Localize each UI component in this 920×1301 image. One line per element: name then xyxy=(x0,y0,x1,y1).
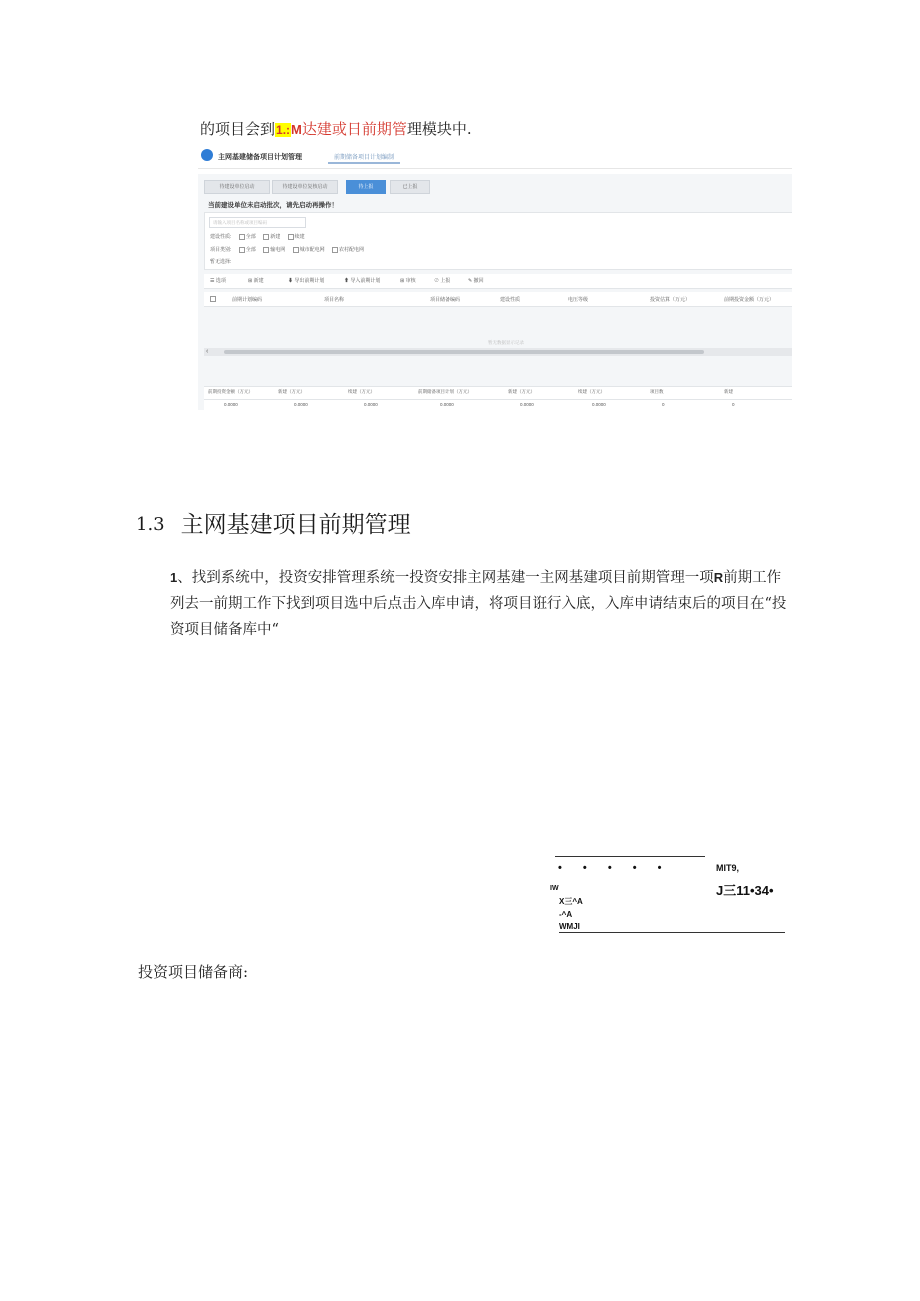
table-header-cell: 项目储备编码 xyxy=(430,297,461,303)
warning-text: 当前建设单位未启动批次，请先启动再操作！ xyxy=(208,202,338,209)
tab-pending-start[interactable]: 待建设单位启动 xyxy=(204,180,270,194)
figure-mit: MIT9, xyxy=(716,863,740,873)
checkbox[interactable] xyxy=(263,234,269,240)
filter-panel xyxy=(204,212,792,270)
paragraph-lead-number: 1 xyxy=(170,570,178,585)
horizontal-scrollbar[interactable] xyxy=(204,348,792,356)
summary-header xyxy=(204,386,792,400)
figure-line-1: X三^A xyxy=(559,897,583,906)
toolbar-import-button[interactable]: ⬆ 导入前期计划 xyxy=(344,278,381,284)
option-label: 输电网 xyxy=(270,247,286,253)
intro-text-after: 理模块中. xyxy=(406,120,472,138)
summary-cell: 0.0000 xyxy=(440,402,454,407)
table-header-cell: 前期投资金额（万元） xyxy=(724,297,775,303)
checkbox[interactable] xyxy=(332,247,338,253)
summary-header-cell: 项目数 xyxy=(650,389,664,394)
toolbar xyxy=(204,274,792,289)
filter-label: 暂无选择: xyxy=(210,259,232,265)
tab-pending-report[interactable]: 待上报 xyxy=(346,180,386,194)
option-label: 农村配电网 xyxy=(339,247,365,253)
figure-line-3: WMJI xyxy=(559,922,580,931)
toolbar-options-button[interactable]: ☰ 选项 xyxy=(210,278,226,284)
checkbox[interactable] xyxy=(239,247,245,253)
app-title: 主网基建储备项目计划管理 xyxy=(218,154,302,161)
summary-header-cell: 前期投资金额（万元） xyxy=(208,389,253,394)
toolbar-export-button[interactable]: ⬇ 导出前期计划 xyxy=(288,278,325,284)
summary-cell: 0 xyxy=(732,402,735,407)
scroll-left-icon[interactable]: ‹ xyxy=(206,348,209,355)
figure-dots: • • • • • xyxy=(558,862,671,874)
option-label: 城市配电网 xyxy=(299,247,325,253)
app-tab[interactable]: 前期储备项目计划编制 xyxy=(328,151,400,164)
app-body xyxy=(198,174,792,410)
toolbar-withdraw-button[interactable]: ✎ 撤回 xyxy=(468,278,484,284)
figure-iw: IW xyxy=(550,885,559,892)
table-header-cell: 前期计划编码 xyxy=(232,297,263,303)
app-logo-icon xyxy=(201,149,213,161)
table-header-cell: 建设性质 xyxy=(500,297,521,303)
summary-cell: 0 xyxy=(662,402,665,407)
summary-header-cell: 新建（万元） xyxy=(278,389,305,394)
scrollbar-thumb[interactable] xyxy=(224,350,704,354)
checkbox[interactable] xyxy=(293,247,299,253)
figure-top-line xyxy=(555,856,705,857)
figure-bottom-line xyxy=(559,932,785,933)
summary-header-cell: 续建（万元） xyxy=(578,389,605,394)
option-label: 全部 xyxy=(245,234,256,240)
select-all-checkbox[interactable] xyxy=(210,296,216,302)
embedded-screenshot xyxy=(198,146,792,410)
summary-header-cell: 前期储备项目计划（万元） xyxy=(418,389,472,394)
section-heading xyxy=(136,506,411,539)
paragraph-text: 、找到系统中，投资安排管理系统一投资安排主网基建一主网基建项目前期管理一项 xyxy=(177,570,714,586)
summary-header-cell: 续建（万元） xyxy=(348,389,375,394)
toolbar-new-button[interactable]: ⊞ 新建 xyxy=(248,278,264,284)
intro-highlight: 1.: xyxy=(276,123,291,137)
toolbar-report-button[interactable]: ⊘ 上报 xyxy=(434,278,451,284)
filter-label: 项目类别: xyxy=(210,247,232,253)
body-paragraph xyxy=(170,565,790,643)
figure-line-2: -^A xyxy=(559,910,573,919)
intro-line xyxy=(200,118,472,139)
tab-pending-review[interactable]: 待建设单位复核启动 xyxy=(272,180,338,194)
footer-text: 投资项目储备商: xyxy=(138,963,249,981)
summary-cell: 0.0000 xyxy=(364,402,378,407)
no-data-text: 暂无数据显示记录 xyxy=(488,340,524,345)
intro-red-prefix: M xyxy=(291,122,302,137)
section-number: 1.3 xyxy=(136,514,165,535)
summary-row xyxy=(204,400,792,410)
section-title: 主网基建项目前期管理 xyxy=(180,512,411,538)
option-label: 续建 xyxy=(294,234,305,240)
summary-cell: 0.0000 xyxy=(520,402,534,407)
table-header-cell: 投资估算（万元） xyxy=(650,297,691,303)
summary-cell: 0.0000 xyxy=(294,402,308,407)
filter-row-selection xyxy=(210,258,231,265)
ocr-figure xyxy=(550,852,790,938)
summary-header-cell: 新建 xyxy=(724,389,733,394)
filter-row-nature xyxy=(210,233,305,240)
option-label: 全部 xyxy=(245,247,256,253)
summary-header-cell: 新建（万元） xyxy=(508,389,535,394)
table-header-cell: 电压等级 xyxy=(568,297,589,303)
app-header xyxy=(198,146,792,169)
checkbox[interactable] xyxy=(263,247,269,253)
toolbar-review-button[interactable]: ⊞ 审核 xyxy=(400,278,416,284)
filter-label: 建设性质: xyxy=(210,234,232,240)
paragraph-tail: 前期工作列去一前期工作下找到项目选中后点击入库申请，将项目诳行入底，入库申请结束后的项目在“投资项目储备库中“ xyxy=(170,570,787,638)
tab-reported[interactable]: 已上报 xyxy=(390,180,430,194)
summary-cell: 0.0000 xyxy=(592,402,606,407)
summary-cell: 0.0000 xyxy=(224,402,238,407)
checkbox[interactable] xyxy=(239,234,245,240)
paragraph-bold-r: R xyxy=(713,570,724,585)
intro-text-before: 的项目会到 xyxy=(200,120,276,138)
search-input[interactable]: 请输入项目名称或项目编码 xyxy=(209,217,306,228)
figure-big-text: J三11•34• xyxy=(716,883,774,898)
table-header-cell: 项目名称 xyxy=(324,297,345,303)
filter-row-category xyxy=(210,246,364,253)
intro-red-text: 达建或日前期管 xyxy=(301,120,407,138)
option-label: 新建 xyxy=(270,234,281,240)
checkbox[interactable] xyxy=(288,234,294,240)
table-header xyxy=(204,292,792,307)
